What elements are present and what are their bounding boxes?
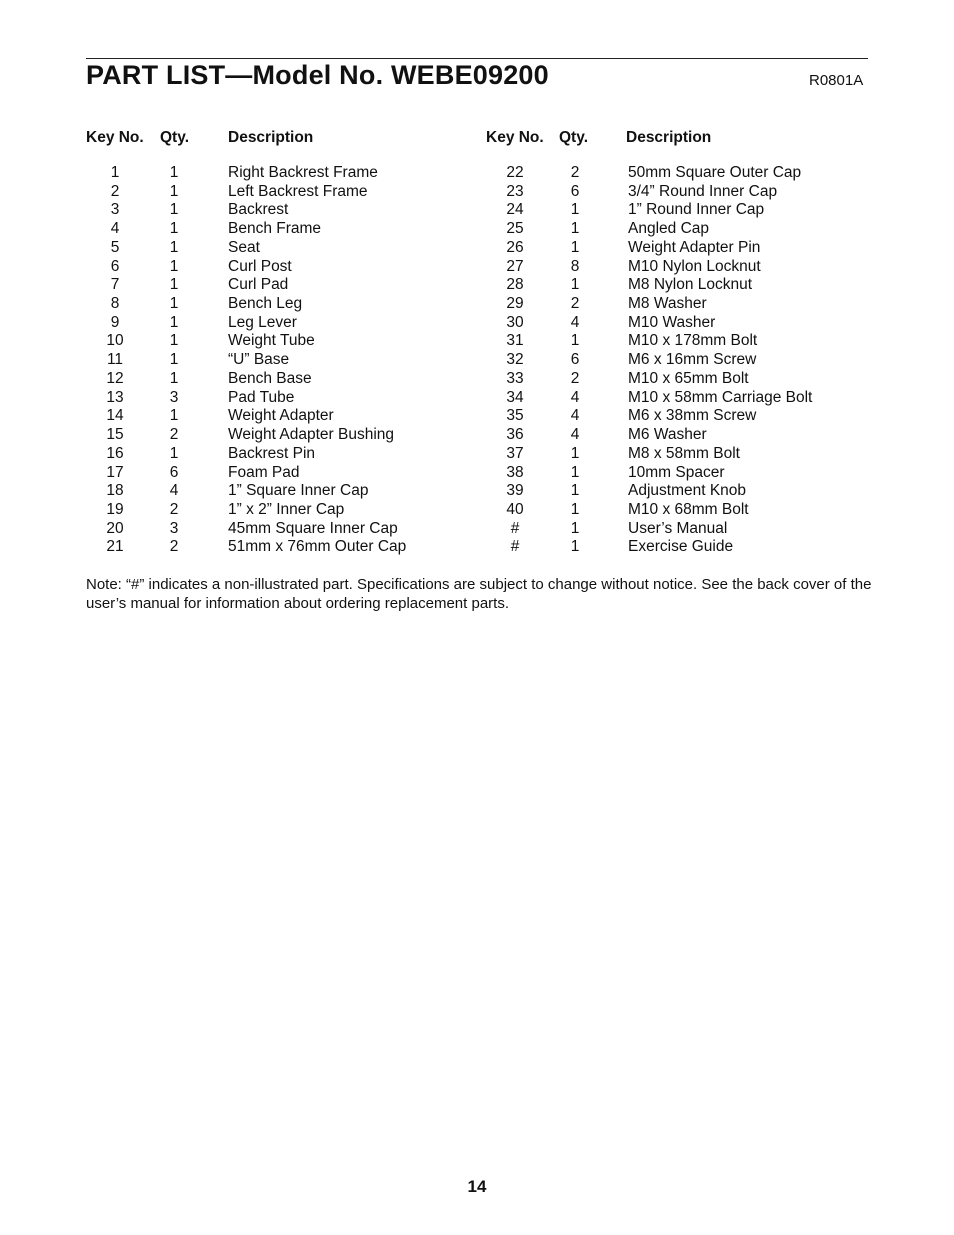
part-qty: 1	[169, 164, 179, 181]
part-qty: 2	[169, 426, 179, 444]
part-description: M10 x 58mm Carriage Bolt	[628, 388, 813, 406]
part-description: M8 Nylon Locknut	[628, 276, 753, 294]
part-key-no: #	[510, 538, 520, 556]
part-key-no: 22	[506, 164, 524, 181]
part-key-no: 9	[110, 313, 120, 331]
header-key-no-left: Key No.	[86, 129, 144, 146]
part-key-no: 38	[506, 463, 524, 481]
part-qty: 1	[570, 332, 580, 350]
part-qty: 6	[169, 463, 179, 481]
part-key-no: 5	[110, 238, 120, 256]
part-description: Adjustment Knob	[628, 482, 747, 500]
part-key-no: 6	[110, 257, 120, 275]
part-description: Foam Pad	[228, 463, 300, 481]
part-key-no: 25	[506, 220, 524, 238]
part-key-no: 23	[506, 182, 524, 200]
part-description: Exercise Guide	[628, 538, 734, 556]
part-qty: 4	[570, 313, 580, 331]
header-rule	[86, 58, 868, 59]
part-key-no: 4	[110, 220, 120, 238]
part-key-no: 1	[110, 164, 120, 181]
part-description: Weight Tube	[228, 332, 315, 350]
part-qty: 1	[169, 407, 179, 425]
page-title: PART LIST—Model No. WEBE09200	[86, 60, 549, 90]
part-description: M10 Washer	[628, 313, 716, 331]
part-description: 1” Square Inner Cap	[228, 482, 369, 500]
part-qty: 4	[570, 388, 580, 406]
part-qty: 1	[570, 500, 580, 518]
part-description: M8 Washer	[628, 295, 707, 313]
part-key-no: 2	[110, 182, 120, 200]
part-description: M6 Washer	[628, 426, 707, 444]
part-qty: 2	[570, 295, 580, 313]
part-description: M10 Nylon Locknut	[628, 257, 761, 275]
page-number: 14	[467, 1177, 487, 1196]
part-key-no: 29	[506, 295, 524, 313]
part-key-no: 18	[106, 482, 124, 500]
part-description: M10 x 68mm Bolt	[628, 500, 749, 518]
part-description: Weight Adapter	[228, 407, 334, 425]
header-description-left: Description	[228, 129, 314, 146]
part-qty: 1	[169, 238, 179, 256]
part-key-no: 40	[506, 500, 524, 518]
part-key-no: 39	[506, 482, 524, 500]
right-key-column	[495, 164, 535, 557]
part-key-no: 24	[506, 201, 524, 219]
part-description: Weight Adapter Bushing	[228, 426, 395, 444]
part-description: “U” Base	[228, 351, 290, 369]
part-qty: 1	[570, 276, 580, 294]
part-qty: 1	[169, 444, 179, 462]
part-description: 10mm Spacer	[628, 463, 725, 481]
part-qty: 1	[169, 257, 179, 275]
part-description: M8 x 58mm Bolt	[628, 444, 740, 462]
part-description: 51mm x 76mm Outer Cap	[228, 538, 407, 556]
part-description: Left Backrest Frame	[228, 182, 368, 200]
part-qty: 1	[169, 351, 179, 369]
part-description: Backrest Pin	[228, 444, 316, 462]
part-key-no: 21	[106, 538, 124, 556]
part-key-no: 35	[506, 407, 524, 425]
part-description: Angled Cap	[628, 220, 710, 238]
part-qty: 1	[169, 276, 179, 294]
part-description: User’s Manual	[628, 519, 728, 537]
part-qty: 3	[169, 519, 179, 537]
part-description: Curl Pad	[228, 276, 289, 294]
part-qty: 1	[169, 369, 179, 387]
part-key-no: 37	[506, 444, 524, 462]
part-description: 50mm Square Outer Cap	[628, 164, 802, 181]
part-description: 1” x 2” Inner Cap	[228, 500, 345, 518]
part-description: Curl Post	[228, 257, 292, 275]
part-key-no: 7	[110, 276, 120, 294]
part-key-no: 10	[106, 332, 124, 350]
part-description: Right Backrest Frame	[228, 164, 378, 181]
left-description-column	[228, 164, 478, 557]
part-description: M6 x 16mm Screw	[628, 351, 757, 369]
part-key-no: 36	[506, 426, 524, 444]
document-code: R0801A	[809, 72, 864, 89]
part-qty: 6	[570, 182, 580, 200]
part-qty: 1	[169, 313, 179, 331]
part-description: M10 x 65mm Bolt	[628, 369, 749, 387]
part-key-no: 33	[506, 369, 524, 387]
right-description-column	[628, 164, 873, 557]
part-description: Backrest	[228, 201, 289, 219]
part-qty: 8	[570, 257, 580, 275]
right-qty-column	[561, 164, 589, 557]
part-qty: 1	[169, 295, 179, 313]
part-description: Weight Adapter Pin	[628, 238, 761, 256]
part-qty: 1	[169, 182, 179, 200]
part-qty: 2	[570, 369, 580, 387]
part-qty: 2	[570, 164, 580, 181]
part-description: 1” Round Inner Cap	[628, 201, 765, 219]
part-qty: 1	[570, 482, 580, 500]
part-key-no: 11	[106, 351, 124, 369]
footnote: Note: “#” indicates a non-illustrated part. Specifications are subject to change without notice. See the back cover of the user’s manual for information about ordering replacement parts.	[86, 576, 872, 612]
left-qty-column	[160, 164, 188, 557]
part-qty: 6	[570, 351, 580, 369]
part-qty: 4	[570, 407, 580, 425]
part-key-no: 8	[110, 295, 120, 313]
part-key-no: 30	[506, 313, 524, 331]
header-qty-left: Qty.	[160, 129, 189, 146]
part-qty: 1	[169, 332, 179, 350]
part-qty: 3	[169, 388, 179, 406]
part-key-no: 16	[106, 444, 124, 462]
left-key-column	[95, 164, 135, 557]
part-qty: 4	[169, 482, 179, 500]
part-description: Bench Frame	[228, 220, 322, 238]
part-description: Leg Lever	[228, 313, 297, 331]
part-key-no: 32	[506, 351, 524, 369]
part-key-no: 20	[106, 519, 124, 537]
part-qty: 1	[570, 201, 580, 219]
part-description: Pad Tube	[228, 388, 295, 406]
part-key-no: 15	[106, 426, 124, 444]
part-description: Seat	[228, 238, 260, 256]
part-qty: 2	[169, 500, 179, 518]
part-key-no: 26	[506, 238, 524, 256]
part-key-no: 19	[106, 500, 124, 518]
part-qty: 1	[570, 463, 580, 481]
part-key-no: 27	[506, 257, 524, 275]
part-qty: 4	[570, 426, 580, 444]
part-qty: 1	[570, 238, 580, 256]
part-key-no: #	[510, 519, 520, 537]
part-key-no: 12	[106, 369, 124, 387]
part-description: Bench Leg	[228, 295, 303, 313]
part-qty: 1	[570, 538, 580, 556]
part-description: 3/4” Round Inner Cap	[628, 182, 778, 200]
part-qty: 1	[169, 220, 179, 238]
header-qty-right: Qty.	[559, 129, 588, 146]
part-qty: 2	[169, 538, 179, 556]
part-description: M6 x 38mm Screw	[628, 407, 757, 425]
part-description: M10 x 178mm Bolt	[628, 332, 758, 350]
part-description: Bench Base	[228, 369, 312, 387]
part-description: 45mm Square Inner Cap	[228, 519, 398, 537]
part-qty: 1	[169, 201, 179, 219]
part-qty: 1	[570, 220, 580, 238]
part-key-no: 17	[106, 463, 124, 481]
part-key-no: 31	[506, 332, 524, 350]
part-key-no: 14	[106, 407, 124, 425]
part-key-no: 13	[106, 388, 124, 406]
header-key-no-right: Key No.	[486, 129, 544, 146]
header-description-right: Description	[626, 129, 712, 146]
part-key-no: 28	[506, 276, 524, 294]
part-key-no: 34	[506, 388, 524, 406]
part-key-no: 3	[110, 201, 120, 219]
part-qty: 1	[570, 444, 580, 462]
part-qty: 1	[570, 519, 580, 537]
